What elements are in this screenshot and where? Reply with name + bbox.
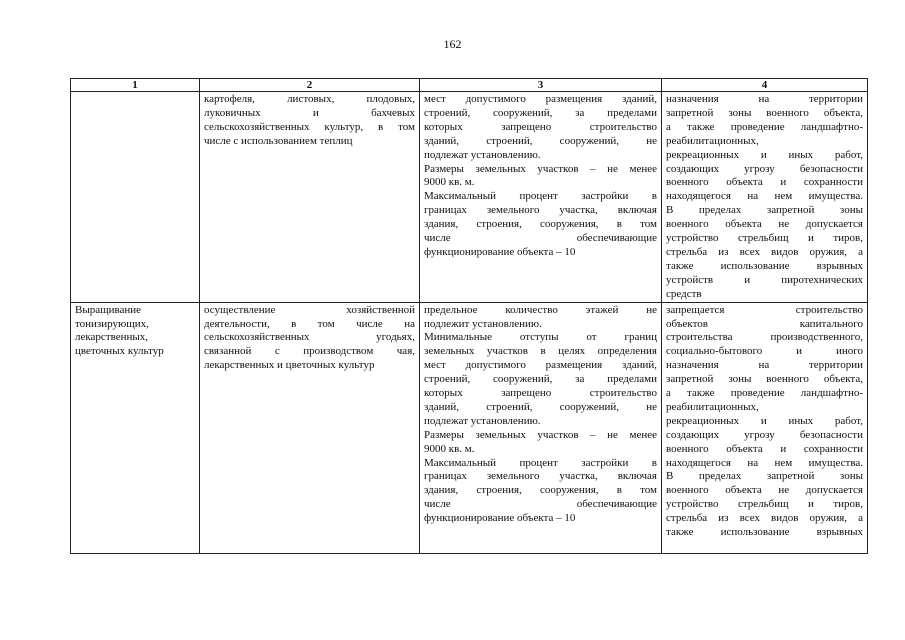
cell-land-use-type	[71, 302, 200, 553]
cell-text-line: строений, сооружений, за пределами	[424, 106, 657, 119]
cell-text-line: здания, строения, сооружения, в том	[424, 218, 657, 231]
cell-text-line: Максимальный процент застройки в	[424, 190, 657, 203]
cell-text-line: а также проведение ландшафтно-	[666, 120, 863, 133]
cell-text-line: функционирование объекта – 10	[424, 245, 576, 258]
cell-text-line: луковичных и бахчевых	[204, 106, 415, 119]
cell-text-line: а также проведение ландшафтно-	[666, 387, 863, 400]
cell-text-line: создающих угрозу безопасности	[666, 162, 863, 175]
cell-text-line: средств	[666, 287, 702, 300]
cell-text-line: стрельба из всех видов оружия, а	[666, 245, 863, 258]
cell-text-line: 9000 кв. м.	[424, 176, 475, 189]
cell-text-line: лекарственных и цветочных культур	[204, 359, 375, 372]
cell-text-line: реабилитационных,	[666, 134, 759, 147]
cell-parameters	[420, 302, 662, 553]
cell-text-line: социально-бытового и иного	[666, 345, 863, 358]
cell-text-line: которых запрещено строительство	[424, 120, 657, 133]
cell-text-line: сельскохозяйственных культур, в том	[204, 120, 415, 133]
cell-permitted-use-description	[200, 92, 420, 303]
cell-text-line: рекреационных и иных работ,	[666, 414, 863, 427]
cell-text-line: военного объекта и сохранности	[666, 442, 863, 455]
cell-text-line: деятельности, в том числе на	[204, 317, 415, 330]
cell-text-line: зданий, строений, сооружений, не	[424, 134, 657, 147]
column-header-2: 2	[200, 79, 420, 92]
cell-text-line: мест допустимого размещения зданий,	[424, 359, 657, 372]
cell-text-line: тонизирующих,	[75, 317, 149, 330]
cell-text-line: также использование взрывных	[666, 259, 863, 272]
table-header-row	[71, 79, 868, 92]
cell-text-line: предельное количество этажей не	[424, 303, 657, 316]
cell-text-line: границах земельного участка, включая	[424, 470, 657, 483]
cell-text-line: военного объекта не допускается	[666, 218, 863, 231]
cell-text-line: находящегося на нем имущества.	[666, 456, 863, 469]
column-header-4: 4	[662, 79, 868, 92]
table-row	[71, 302, 868, 553]
cell-restrictions	[662, 92, 868, 303]
cell-text-line: функционирование объекта – 10	[424, 512, 576, 525]
cell-text-line: устройство стрельбищ и тиров,	[666, 232, 863, 245]
cell-text-line: зданий, строений, сооружений, не	[424, 400, 657, 413]
cell-text-line: строительства производственного,	[666, 331, 863, 344]
cell-text-line: связанной с производством чая,	[204, 345, 415, 358]
cell-text-line: картофеля, листовых, плодовых,	[204, 93, 415, 105]
cell-land-use-type	[71, 92, 200, 303]
cell-text-line: Размеры земельных участков – не менее	[424, 162, 657, 175]
cell-text-line: объектов капитального	[666, 317, 863, 330]
cell-text-line: военного объекта не допускается	[666, 484, 863, 497]
cell-text-line: также использование взрывных	[666, 526, 863, 539]
cell-text-line: военного объекта и сохранности	[666, 176, 863, 189]
cell-text-line: здания, строения, сооружения, в том	[424, 484, 657, 497]
cell-text-line: стрельба из всех видов оружия, а	[666, 512, 863, 525]
page-number: 162	[443, 37, 462, 51]
cell-text-line: назначения на территории	[666, 93, 863, 105]
cell-text-line: запрещается строительство	[666, 303, 863, 316]
cell-text-line: 9000 кв. м.	[424, 442, 475, 455]
cell-text-line: лекарственных,	[75, 331, 149, 344]
cell-text-line: числе обеспечивающие	[424, 498, 657, 511]
cell-text-line: мест допустимого размещения зданий,	[424, 93, 657, 105]
cell-text-line: Максимальный процент застройки в	[424, 456, 657, 469]
cell-text-line: цветочных культур	[75, 345, 164, 358]
cell-text-line: числе с использованием теплиц	[204, 134, 353, 147]
column-header-3: 3	[420, 79, 662, 92]
cell-text-line: создающих угрозу безопасности	[666, 428, 863, 441]
cell-text-line: устройство стрельбищ и тиров,	[666, 498, 863, 511]
cell-permitted-use-description	[200, 302, 420, 553]
cell-text-line: подлежат установлению.	[424, 414, 541, 427]
cell-text-line: В пределах запретной зоны	[666, 204, 863, 217]
cell-text-line: Выращивание	[75, 303, 142, 316]
cell-text-line: Минимальные отступы от границ	[424, 331, 657, 344]
cell-text-line: подлежат установлению.	[424, 148, 541, 161]
cell-text-line: строений, сооружений, за пределами	[424, 373, 657, 386]
column-header-1: 1	[71, 79, 200, 92]
cell-text-line: назначения на территории	[666, 359, 863, 372]
cell-text-line: земельных участков в целях определения	[424, 345, 657, 358]
cell-text-line: числе обеспечивающие	[424, 232, 657, 245]
cell-text-line: границах земельного участка, включая	[424, 204, 657, 217]
cell-text-line: подлежит установлению.	[424, 317, 542, 330]
cell-parameters	[420, 92, 662, 303]
table-row	[71, 92, 868, 303]
cell-text-line: осуществление хозяйственной	[204, 303, 415, 316]
zoning-table	[70, 78, 868, 554]
cell-text-line: запретной зоны военного объекта,	[666, 373, 863, 386]
cell-text-line: устройств и пиротехнических	[666, 273, 863, 286]
cell-text-line: рекреационных и иных работ,	[666, 148, 863, 161]
cell-text-line: Размеры земельных участков – не менее	[424, 428, 657, 441]
cell-text-line: находящегося на нем имущества.	[666, 190, 863, 203]
cell-text-line: которых запрещено строительство	[424, 387, 657, 400]
cell-restrictions	[662, 302, 868, 553]
cell-text-line: запретной зоны военного объекта,	[666, 106, 863, 119]
cell-text-line: сельскохозяйственных угодьях,	[204, 331, 415, 344]
cell-text-line: реабилитационных,	[666, 400, 759, 413]
cell-text-line: В пределах запретной зоны	[666, 470, 863, 483]
